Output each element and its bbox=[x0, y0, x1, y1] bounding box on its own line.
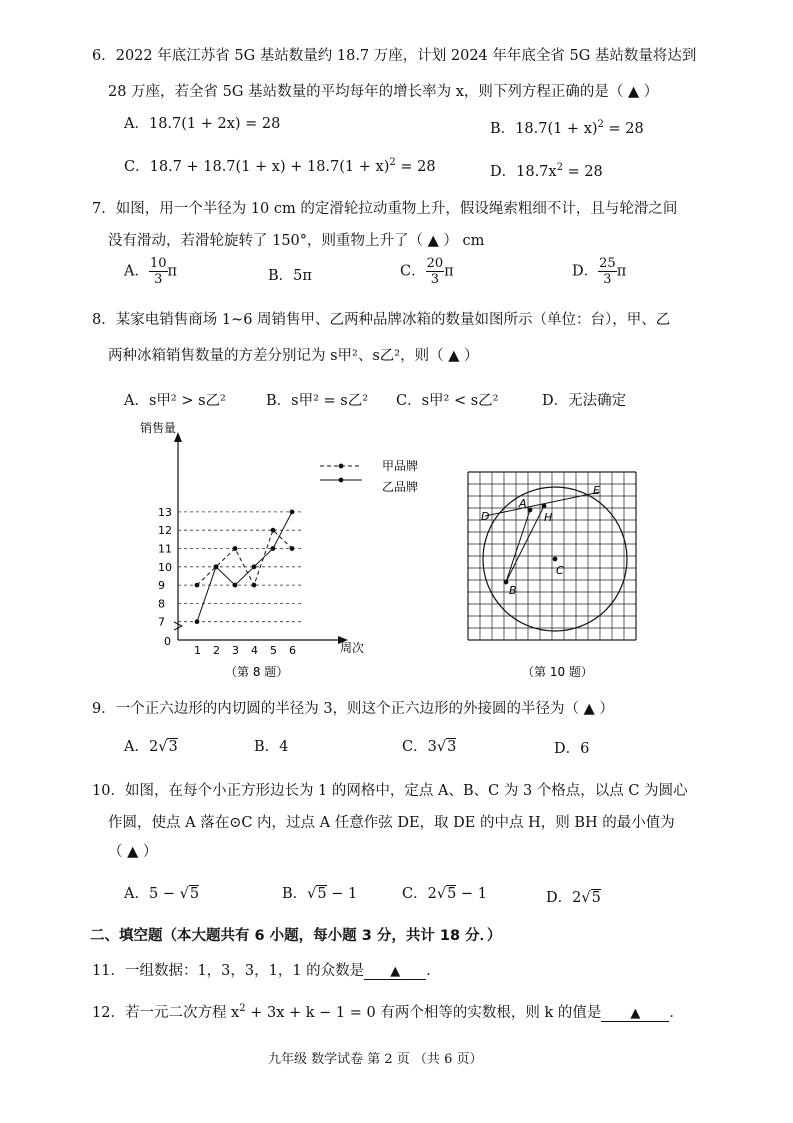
x-tick-label-4: 4 bbox=[251, 644, 258, 657]
q7-line2: 没有滑动，若滑轮旋转了 150°，则重物上升了（ ▲ ） cm bbox=[108, 233, 485, 249]
legend-jia-label: 甲品牌 bbox=[382, 459, 419, 473]
x-axis-label: 周次 bbox=[340, 641, 365, 655]
x-tick-label-6: 6 bbox=[289, 644, 296, 657]
q6-option-c: C．$18.7 + 18.7(1 + x) + 18.7(1 + x)^2 = 28$ bbox=[124, 157, 436, 175]
q9-line1: 9．一个正六边形的内切圆的半径为 3，则这个正六边形的外接圆的半径为（ ▲ ） bbox=[92, 701, 614, 717]
fig8-chart bbox=[130, 418, 430, 683]
y-axis-label: 销售量 bbox=[140, 421, 177, 435]
y-tick-label-11: 11 bbox=[158, 542, 172, 556]
q8-option-c: C．s甲² < s乙² bbox=[396, 393, 499, 409]
q7-option-a: A． $\frac{10}{3}$ π bbox=[124, 256, 178, 287]
segment-ba bbox=[506, 510, 530, 582]
legend-jia-marker bbox=[339, 464, 344, 469]
q7-option-d: D． $\frac{25}{3}$ π bbox=[572, 256, 627, 287]
legend-yi-label: 乙品牌 bbox=[382, 480, 419, 494]
label-d: D bbox=[481, 510, 490, 523]
q10-line3: （ ▲ ） bbox=[108, 844, 158, 860]
point-h bbox=[542, 504, 547, 509]
q10-option-b: B．√5 − 1 bbox=[282, 886, 358, 902]
label-e: E bbox=[593, 484, 600, 497]
q10-option-d: D．2√5 bbox=[546, 890, 601, 906]
q7-line1: 7．如图，用一个半径为 10 cm 的定滑轮拉动重物上升，假设绳索粗细不计，且与轮滑之间 bbox=[92, 201, 678, 217]
point-yi-week-5 bbox=[271, 546, 276, 551]
x-tick-label-5: 5 bbox=[270, 644, 277, 657]
label-a: A bbox=[519, 497, 527, 510]
q8-line1: 8．某家电销售商场 1~6 周销售甲、乙两种品牌冰箱的数量如图所示（单位：台），甲、乙 bbox=[92, 312, 671, 328]
q11: 11．一组数据：1，3，3，1，1 的众数是 ▲ ． bbox=[92, 963, 441, 979]
point-yi-week-1 bbox=[195, 619, 200, 624]
q6-option-a: A．18.7(1 + 2x) = 28 bbox=[124, 116, 281, 132]
legend-yi-marker bbox=[339, 478, 344, 483]
point-jia-week-6 bbox=[290, 546, 295, 551]
fig10-caption: （第 10 题） bbox=[522, 665, 593, 679]
chord-de bbox=[485, 492, 600, 516]
y-tick-label-13: 13 bbox=[158, 505, 172, 519]
q6-line2: 28 万座，若全省 5G 基站数量的平均每年的增长率为 x，则下列方程正确的是（ ▲ ） bbox=[108, 84, 659, 100]
label-c: C bbox=[556, 564, 564, 577]
origin-label: 0 bbox=[164, 635, 171, 648]
point-yi-week-4 bbox=[252, 564, 257, 569]
y-tick-label-8: 8 bbox=[158, 597, 165, 611]
q10-option-c: C．2√5 − 1 bbox=[402, 886, 487, 902]
label-b: B bbox=[509, 584, 517, 597]
q10-line2: 作圆，使点 A 落在⊙C 内，过点 A 任意作弦 DE，取 DE 的中点 H，则 BH 的最小值为 bbox=[108, 815, 675, 831]
point-yi-week-3 bbox=[233, 583, 238, 588]
q12: 12．若一元二次方程 $x^2 + 3x + k - 1 = 0$ 有两个相等的实数根，则 k 的值是 ▲ ． bbox=[92, 1003, 684, 1021]
q9-option-b: B．4 bbox=[254, 739, 289, 755]
point-jia-week-4 bbox=[252, 583, 257, 588]
x-tick-label-2: 2 bbox=[213, 644, 220, 657]
q6-option-d: D．$18.7x^2 = 28$ bbox=[490, 162, 603, 180]
y-tick-label-12: 12 bbox=[158, 524, 172, 538]
q7-option-b: B．5π bbox=[268, 268, 312, 284]
y-tick-label-7: 7 bbox=[158, 615, 165, 629]
fig8-caption: （第 8 题） bbox=[225, 665, 289, 679]
q8-option-b: B．s甲² = s乙² bbox=[266, 393, 369, 409]
fig10-figure bbox=[460, 462, 660, 684]
point-yi-week-2 bbox=[214, 564, 219, 569]
point-c bbox=[553, 557, 558, 562]
q8-option-d: D．无法确定 bbox=[542, 393, 627, 409]
q6-line1: 6．2022 年底江苏省 5G 基站数量约 18.7 万座，计划 2024 年年底全省 5G 基站数量将达到 bbox=[92, 48, 697, 64]
point-a bbox=[528, 508, 533, 513]
q11-blank[interactable]: ▲ bbox=[364, 964, 426, 980]
y-tick-label-9: 9 bbox=[158, 579, 165, 593]
q12-blank[interactable]: ▲ bbox=[601, 1006, 669, 1022]
label-h: H bbox=[544, 511, 553, 524]
q10-line1: 10．如图，在每个小正方形边长为 1 的网格中，定点 A、B、C 为 3 个格点，以点 C 为圆心 bbox=[92, 783, 688, 799]
point-yi-week-6 bbox=[290, 510, 295, 515]
q7-option-c: C． $\frac{20}{3}$ π bbox=[400, 256, 454, 287]
q9-option-c: C．3√3 bbox=[402, 739, 457, 755]
point-jia-week-5 bbox=[271, 528, 276, 533]
y-tick-label-10: 10 bbox=[158, 560, 172, 574]
x-tick-label-3: 3 bbox=[232, 644, 239, 657]
section-2-heading: 二、填空题（本大题共有 6 小题，每小题 3 分，共计 18 分．） bbox=[90, 928, 502, 944]
x-tick-label-1: 1 bbox=[194, 644, 201, 657]
point-jia-week-1 bbox=[195, 583, 200, 588]
q8-line2: 两种冰箱销售数量的方差分别记为 s甲²、s乙²，则（ ▲ ） bbox=[108, 348, 479, 364]
point-b bbox=[504, 580, 509, 585]
q10-option-a: A．5 − √5 bbox=[124, 886, 200, 902]
point-jia-week-3 bbox=[233, 546, 238, 551]
q9-option-d: D．6 bbox=[554, 741, 590, 757]
q6-option-b: B．$18.7(1 + x)^2 = 28$ bbox=[490, 119, 644, 137]
page-footer: 九年级 数学试卷 第 2 页 （共 6 页） bbox=[268, 1052, 483, 1067]
q8-option-a: A．s甲² > s乙² bbox=[124, 393, 226, 409]
q9-option-a: A．2√3 bbox=[124, 739, 178, 755]
